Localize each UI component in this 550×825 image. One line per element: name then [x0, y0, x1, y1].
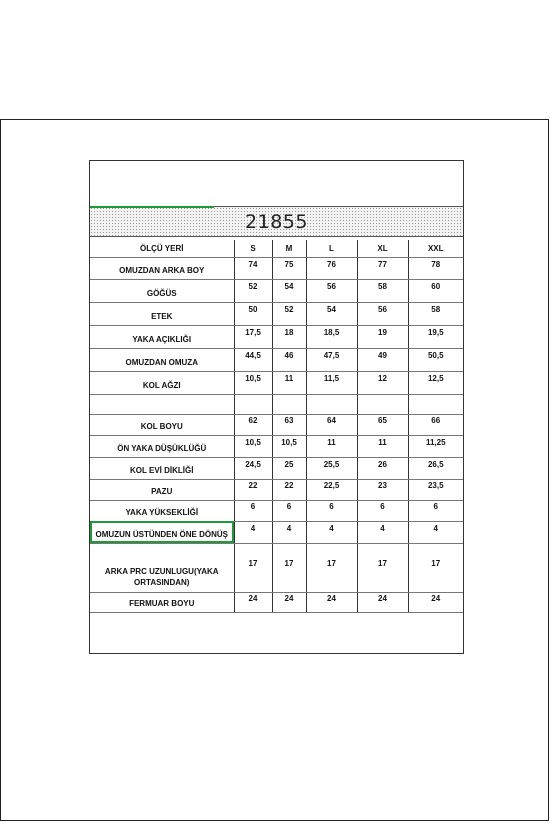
cell-xxl: 78 [408, 257, 463, 279]
table-row [90, 279, 463, 302]
row-label: ETEK [90, 302, 234, 325]
row-label: OMUZDAN ARKA BOY [90, 257, 234, 279]
table-row [90, 592, 463, 612]
header-cell: XL [357, 240, 408, 257]
cell-m: 24 [272, 592, 306, 612]
cell-l: 54 [306, 302, 357, 325]
cell-l: 11,5 [306, 371, 357, 394]
header-cell: L [306, 240, 357, 257]
cell-m: 6 [272, 500, 306, 521]
table-row [90, 302, 463, 325]
cell-xl: 49 [357, 348, 408, 371]
row-label: OMUZDAN OMUZA [90, 348, 234, 371]
row-label: FERMUAR BOYU [90, 592, 234, 612]
title-band [90, 206, 463, 237]
cell-xl: 23 [357, 479, 408, 500]
cell-m: 4 [272, 521, 306, 543]
cell-m: 52 [272, 302, 306, 325]
cell-l: 17 [306, 543, 357, 592]
table-row [90, 325, 463, 348]
cell-l: 6 [306, 500, 357, 521]
cell-m: 75 [272, 257, 306, 279]
cell-s: 62 [234, 414, 272, 435]
row-label: YAKA YÜKSEKLİĞİ [90, 500, 234, 521]
row-label: ARKA PRC UZUNLUGU(YAKA ORTASINDAN) [90, 543, 234, 592]
cell-xxl: 26,5 [408, 457, 463, 479]
cell-s: 4 [234, 521, 272, 543]
size-chart-sheet [89, 160, 464, 654]
cell-m: 46 [272, 348, 306, 371]
selection-marker [90, 206, 214, 208]
cell-m: 10,5 [272, 435, 306, 457]
cell-m: 11 [272, 371, 306, 394]
row-label: ÖN YAKA DÜŞÜKLÜĞÜ [90, 435, 234, 457]
cell-m: 18 [272, 325, 306, 348]
cell-xxl: 58 [408, 302, 463, 325]
table-row [90, 457, 463, 479]
row-label: KOL EVİ DİKLİĞİ [90, 457, 234, 479]
table-row [90, 257, 463, 279]
cell-xxl: 12,5 [408, 371, 463, 394]
row-label-selected-cell: OMUZUN ÜSTÜNDEN ÖNE DÖNÜŞ [90, 521, 234, 543]
cell-m: 63 [272, 414, 306, 435]
cell-xxl: 23,5 [408, 479, 463, 500]
cell-l: 64 [306, 414, 357, 435]
cell-xl: 11 [357, 435, 408, 457]
header-cell: ÖLÇÜ YERİ [90, 240, 234, 257]
cell-xxl: 60 [408, 279, 463, 302]
cell-s: 10,5 [234, 435, 272, 457]
cell-xxl: 17 [408, 543, 463, 592]
cell-xl: 4 [357, 521, 408, 543]
cell-s: 17,5 [234, 325, 272, 348]
cell-s: 24 [234, 592, 272, 612]
cell-m: 17 [272, 543, 306, 592]
cell-xl: 65 [357, 414, 408, 435]
cell-xl: 26 [357, 457, 408, 479]
cell-xl: 24 [357, 592, 408, 612]
cell-l: 56 [306, 279, 357, 302]
cell-xxl: 24 [408, 592, 463, 612]
table-row [90, 348, 463, 371]
cell-xl: 12 [357, 371, 408, 394]
cell-xxl: 50,5 [408, 348, 463, 371]
cell-l: 11 [306, 435, 357, 457]
cell-l: 22,5 [306, 479, 357, 500]
cell-xl: 77 [357, 257, 408, 279]
cell-l: 76 [306, 257, 357, 279]
cell-s: 6 [234, 500, 272, 521]
cell-l: 47,5 [306, 348, 357, 371]
table-row [90, 414, 463, 435]
cell-s: 10,5 [234, 371, 272, 394]
product-code: 21855 [245, 211, 308, 233]
cell-xl: 58 [357, 279, 408, 302]
cell-s: 44,5 [234, 348, 272, 371]
cell-xxl: 6 [408, 500, 463, 521]
row-label: KOL BOYU [90, 414, 234, 435]
cell-xl: 19 [357, 325, 408, 348]
table-row [90, 500, 463, 521]
cell-l: 4 [306, 521, 357, 543]
cell-xxl: 11,25 [408, 435, 463, 457]
cell-m: 25 [272, 457, 306, 479]
row-label: KOL AĞZI [90, 371, 234, 394]
cell-xl: 6 [357, 500, 408, 521]
cell-l: 24 [306, 592, 357, 612]
cell-xxl: 4 [408, 521, 463, 543]
row-label: GÖĞÜS [90, 279, 234, 302]
cell-l: 18,5 [306, 325, 357, 348]
cell-s: 17 [234, 543, 272, 592]
size-table [90, 240, 463, 613]
cell-s: 22 [234, 479, 272, 500]
header-cell: S [234, 240, 272, 257]
cell-m: 22 [272, 479, 306, 500]
cell-m: 54 [272, 279, 306, 302]
table-row [90, 543, 463, 592]
row-label: YAKA AÇIKLIĞI [90, 325, 234, 348]
cell-xxl: 66 [408, 414, 463, 435]
cell-s: 52 [234, 279, 272, 302]
empty-row [90, 394, 463, 414]
header-cell: XXL [408, 240, 463, 257]
table-row [90, 371, 463, 394]
cell-xxl: 19,5 [408, 325, 463, 348]
table-row [90, 479, 463, 500]
cell-s: 24,5 [234, 457, 272, 479]
table-row [90, 521, 463, 543]
table-row [90, 435, 463, 457]
header-row [90, 240, 463, 257]
row-label: PAZU [90, 479, 234, 500]
cell-xl: 17 [357, 543, 408, 592]
cell-s: 50 [234, 302, 272, 325]
cell-xl: 56 [357, 302, 408, 325]
cell-s: 74 [234, 257, 272, 279]
header-cell: M [272, 240, 306, 257]
cell-l: 25,5 [306, 457, 357, 479]
